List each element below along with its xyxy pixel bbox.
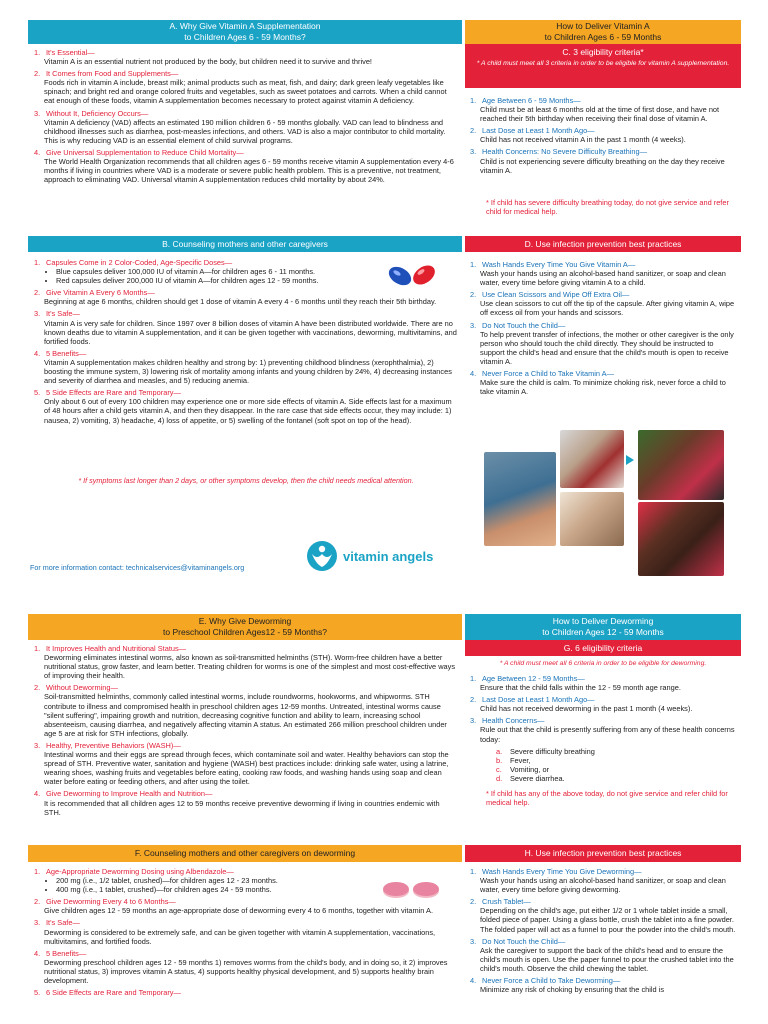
list-item [470, 897, 736, 933]
list-item [34, 109, 458, 145]
item-title [470, 369, 736, 378]
list-item [470, 716, 736, 743]
item-number: 4. [470, 369, 477, 379]
item-title-text: Give Deworming Every 4 to 6 Months— [46, 897, 176, 907]
item-body: Vitamin A deficiency (VAD) affects an estimated 190 million children 6 - 59 months globally. VAD can lead to blindness and childhood illnesses such as diarrhea, post-measles infections, and others. VAD is also a major contributor to child mortality. This is why reducing VAD is an essential element of child survival programs. [44, 117, 446, 145]
item-body: Only about 6 out of every 100 children may experience one or more side effects of vitamin A. Side effects last for a maximum of 48 hours after a child gets vitamin A, and then they disappear. In the rare case that side effects occur, they may include: 1) nausea, 2) vomiting, 3) headache, 4) loss of appetite, or 5) swelling of the fontanel (soft spot on top of the head). [44, 397, 452, 425]
list-item [34, 309, 458, 345]
vitamin-angels-logo-icon [306, 540, 338, 572]
wipe-scissors-photo [560, 492, 624, 546]
item-title-text: Give Universal Supplementation to Reduce Child Mortality— [46, 147, 244, 157]
section-c-header [465, 44, 741, 88]
list-item [470, 976, 736, 994]
list-item [34, 48, 458, 66]
item-title-text: Use Clean Scissors and Wipe Off Extra Oil— [482, 290, 630, 300]
list-item [34, 949, 458, 985]
item-body: Give children ages 12 - 59 months an age-appropriate dose of deworming every 4 to 6 months, together with vitamin A. [44, 906, 434, 916]
section-e-body [34, 644, 458, 820]
item-title-text: Healthy, Preventive Behaviors (WASH)— [46, 740, 181, 750]
section-g-warning: * If child has any of the above today, do not give service and refer child for medical help. [486, 789, 728, 808]
item-title-text: Capsules Come in 2 Color-Coded, Age-Specific Doses— [46, 258, 233, 267]
scissors-capsule-photo [560, 430, 624, 488]
item-number: 4. [34, 789, 41, 799]
section-b-title: B. Counseling mothers and other caregivers [162, 238, 328, 249]
section-g-note [465, 658, 741, 670]
item-body: Foods rich in vitamin A include, breast milk; animal products such as meat, fish, and dairy; dark green leafy vegetables like spinach; and bright red and orange colored fruits and vegetables, such as sweet potatoes and carrots. When a child cannot eat enough of these foods, vitamin A supplementation becomes necessary to protect against vitamin A deficiency. [44, 78, 447, 106]
list-item [470, 126, 736, 144]
item-number: 1. [470, 96, 477, 105]
section-d-header [465, 236, 741, 252]
item-title-text: Never Force a Child to Take Vitamin A— [482, 369, 614, 379]
item-title [470, 260, 736, 269]
item-title [34, 988, 458, 997]
section-e-header [28, 614, 462, 640]
item-body: Deworming is considered to be extremely safe, and can be given together with vitamin A supplementation, vaccinations, multivitamins, and fortified foods. [44, 927, 436, 946]
section-c-note: * A child must meet all 3 criteria in order to be eligible for vitamin A supplementation. [476, 60, 730, 67]
item-title-text: 5 Side Effects are Rare and Temporary— [46, 388, 181, 398]
item-title-text: Give Deworming to Improve Health and Nutrition— [46, 789, 213, 799]
list-item [470, 674, 736, 692]
section-d-body [470, 260, 736, 399]
arrow-icon [626, 455, 634, 465]
symptom-text: Fever, [510, 755, 531, 765]
item-number: 3. [34, 108, 41, 118]
list-item [470, 96, 736, 123]
item-body: Child must be at least 6 months old at the time of first dose, and have not reached their 5th birthday when receiving their final dose of vitamin A. [480, 105, 720, 124]
symptom-letter: b. [496, 755, 503, 765]
item-title [470, 695, 736, 704]
item-number: 4. [470, 976, 477, 986]
section-c-title: C. 3 eligibility criteria* [562, 47, 644, 57]
item-body: Deworming preschool children ages 12 - 59 months 1) removes worms from the child's body, and in doing so, it 2) improves nutritional status, 3) improves vitamin A status, 4) supports healthy physical development, and 5) supports healthy brain development. [44, 957, 448, 986]
item-body: Minimize any risk of choking by ensuring that the child is [480, 985, 665, 995]
item-title [34, 388, 458, 397]
section-a-header [28, 20, 462, 44]
item-title [34, 644, 458, 653]
item-number: 2. [34, 288, 41, 298]
item-number: 3. [34, 918, 41, 928]
item-title-text: Wash Hands Every Time You Give Vitamin A— [482, 260, 636, 269]
item-number: 4. [34, 348, 41, 358]
item-title [470, 674, 736, 683]
vitamin-a-capsules-icon [384, 262, 440, 290]
item-number: 3. [470, 320, 477, 330]
item-title [34, 349, 458, 358]
item-body: Ensure that the child falls within the 12 - 59 month age range. [480, 683, 681, 693]
section-h-header [465, 845, 741, 862]
item-title-text: It's Essential— [46, 48, 95, 57]
item-number: 1. [470, 260, 477, 269]
how-header-line1: How to Deliver Vitamin A [556, 21, 650, 31]
how-deworm-line2: to Children Ages 12 - 59 Months [542, 627, 664, 637]
bullet-item: • 400 mg (i.e., 1 tablet, crushed)—for children ages 24 - 59 months. [56, 885, 458, 894]
vitamin-angels-logo [306, 540, 433, 572]
item-body: Ask the caregiver to support the back of the child's head and to ensure the child's mouth is open. Use the paper funnel to pour the crushed tablet into the child's mouth. Observe the child chewing the tablet. [480, 945, 734, 973]
item-number: 2. [34, 69, 41, 79]
bullet-item: • Blue capsules deliver 100,000 IU of vitamin A—for children ages 6 - 11 months. [56, 267, 458, 276]
section-b-note [34, 476, 458, 485]
section-e-header-line2: to Preschool Children Ages12 - 59 Months? [163, 627, 327, 637]
item-body: The World Health Organization recommends that all children ages 6 - 59 months receive vitamin A supplementation every 4-6 months if living in countries where VAD is a moderate or severe public health problem. This is a preventive, not treatment, approach to eliminating VAD. Universal vitamin A supplementation reduces child mortality by about 24%. [44, 157, 454, 185]
item-title-text: Age Between 6 - 59 Months— [482, 96, 581, 105]
section-h-body [470, 867, 736, 997]
item-number: 1. [34, 867, 41, 876]
section-b-header [28, 236, 462, 252]
symptom-letter: c. [496, 764, 502, 774]
item-body: Vitamin A is very safe for children. Since 1997 over 8 billion doses of vitamin A have been distributed worldwide. There are no known deaths due to vitamin A supplementation, and it can be given together with vaccinations, deworming, multivitamins, and fortified foods. [44, 318, 457, 346]
list-item [470, 867, 736, 894]
symptom-list [470, 747, 736, 783]
hand-sanitizer-photo [484, 452, 556, 546]
item-title-text: Do Not Touch the Child— [482, 320, 566, 330]
section-a-header-line2: to Children Ages 6 - 59 Months? [184, 32, 306, 42]
section-d-title: D. Use infection prevention best practices [524, 238, 682, 249]
item-body: Child is not experiencing severe difficulty breathing on the day they receive vitamin A. [480, 156, 725, 175]
section-h-title: H. Use infection prevention best practices [524, 848, 682, 858]
list-item [470, 290, 736, 317]
contact-line [30, 563, 244, 572]
list-item [470, 321, 736, 366]
item-body: Child has not received vitamin A in the past 1 month (4 weeks). [480, 135, 686, 145]
item-number: 3. [470, 147, 477, 157]
item-number: 1. [34, 644, 41, 653]
item-number: 4. [34, 948, 41, 958]
item-title [34, 949, 458, 958]
item-number: 2. [470, 290, 477, 300]
symptom-text: Severe diarrhea. [510, 773, 565, 783]
section-g-title: G. 6 eligibility criteria [563, 642, 643, 653]
section-a-header-line1: A. Why Give Vitamin A Supplementation [169, 21, 321, 31]
item-title [470, 897, 736, 906]
item-title-text: Never Force a Child to Take Deworming— [482, 976, 621, 986]
item-title [34, 867, 458, 876]
list-item [34, 897, 458, 915]
item-title [470, 867, 736, 876]
item-number: 2. [470, 126, 477, 136]
item-title-text: Crush Tablet— [482, 897, 531, 907]
item-title [470, 96, 736, 105]
item-body: Vitamin A supplementation makes children healthy and strong by: 1) preventing childhood blindness (xerophthalmia), 2) boosting the immune system, 3) lowering risk of mortality among infants and young children by 24%, 4) decreasing instances and severity of diarrhea and measles, and 5) reducing anemia. [44, 357, 452, 386]
item-number: 2. [34, 897, 41, 907]
item-title-text: It's Safe— [46, 918, 80, 928]
item-title-text: Age-Appropriate Deworming Dosing using Albendazole— [46, 867, 234, 876]
item-body: Vitamin A is an essential nutrient not produced by the body, but children need it to survive and thrive! [44, 57, 372, 67]
symptom-letter: d. [496, 773, 503, 783]
list-item [34, 148, 458, 184]
list-item [34, 918, 458, 945]
bullet-item: • 200 mg (i.e., 1/2 tablet, crushed)—for children ages 12 - 23 months. [56, 876, 458, 885]
symptom-item [496, 755, 736, 765]
section-a-body [34, 48, 458, 187]
list-item [470, 260, 736, 287]
item-title-text: It Improves Health and Nutritional Status— [46, 644, 187, 653]
how-deworm-line1: How to Deliver Deworming [552, 616, 654, 626]
item-title [34, 789, 458, 798]
item-number: 3. [470, 936, 477, 946]
item-number: 1. [34, 258, 41, 267]
symptom-item [496, 773, 736, 783]
symptom-item [496, 746, 736, 756]
item-body: Child has not received deworming in the past 1 month (4 weeks). [480, 704, 693, 714]
item-number: 2. [470, 695, 477, 705]
item-title [470, 126, 736, 135]
item-title [470, 976, 736, 985]
child-receiving-drops-photo [638, 502, 724, 576]
item-body: Make sure the child is calm. To minimize choking risk, never force a child to take vitamin A. [480, 378, 726, 397]
item-title-text: Health Concerns— [482, 716, 545, 726]
list-item [34, 288, 458, 306]
albendazole-tablets-icon [380, 878, 444, 900]
item-number: 5. [34, 988, 41, 998]
list-item [34, 388, 458, 424]
item-title [34, 48, 458, 57]
item-title [34, 69, 458, 78]
item-title [470, 937, 736, 946]
section-f-header [28, 845, 462, 862]
item-number: 1. [470, 867, 477, 876]
item-title-text: Last Dose at Least 1 Month Ago— [482, 126, 595, 136]
section-g-body [470, 674, 736, 807]
item-number: 3. [34, 309, 41, 319]
list-item [34, 741, 458, 786]
item-body: Rule out that the child is presently suffering from any of these health concerns today: [480, 725, 735, 744]
list-item [34, 789, 458, 816]
item-title-text: Give Vitamin A Every 6 Months— [46, 288, 155, 298]
section-g-header [465, 640, 741, 656]
item-number: 5. [34, 388, 41, 398]
list-item [470, 937, 736, 973]
item-body: It is recommended that all children ages 12 to 59 months receive preventive deworming if living in countries endemic with STH. [44, 798, 440, 817]
item-body: Depending on the child's age, put either 1/2 or 1 whole tablet inside a small, folded piece of paper. Using a glass bottle, crush the tablet into a fine powder. The folded paper will act as a funnel to pour the powder into the child's mouth. [480, 906, 736, 934]
item-title [470, 321, 736, 330]
item-title-text: Last Dose at Least 1 Month Ago— [482, 695, 595, 705]
section-g-note-text: * A child must meet all 6 criteria in order to be eligible for deworming. [499, 660, 707, 667]
item-number: 3. [34, 740, 41, 750]
item-title-text: 5 Benefits— [46, 948, 87, 958]
item-number: 3. [470, 716, 477, 726]
item-number: 2. [34, 683, 41, 693]
vitamin-angels-logo-text: vitamin angels [343, 548, 434, 564]
item-title-text: Health Concerns: No Severe Difficulty Breathing— [482, 147, 647, 157]
item-title-text: Age Between 12 - 59 Months— [482, 674, 585, 683]
giving-vitamin-a-photo [638, 430, 724, 500]
item-title [34, 918, 458, 927]
how-to-deliver-vitamin-a-header [465, 20, 741, 44]
item-number: 4. [34, 147, 41, 157]
item-title [34, 683, 458, 692]
section-e-header-line1: E. Why Give Deworming [198, 616, 292, 626]
bullet-item: • Red capsules deliver 200,000 IU of vitamin A—for children ages 12 - 59 months. [56, 276, 458, 285]
symptom-text: Vomiting, or [510, 764, 550, 774]
item-body: Beginning at age 6 months, children should get 1 dose of vitamin A every 4 - 6 months until they reach their 5th birthday. [44, 297, 437, 307]
item-number: 1. [470, 674, 477, 683]
section-c-body [470, 96, 736, 178]
item-title [470, 147, 736, 156]
item-title-text: 5 Benefits— [46, 348, 87, 358]
item-body: Use clean scissors to cut off the tip of the capsule. After giving vitamin A, wipe off excess oil from your hands and scissors. [480, 299, 735, 318]
item-body: Soil-transmitted helminths, commonly called intestinal worms, include roundworms, hookworms, and whipworms. STH contribute to illness and compromised health in preschool children ages 12-59 months. Untreated, intestinal worms cause "silent suffering", impairing growth and nutrition, decreasing cognitive function and ability to learn, increasing school absenteeism, causing diarrhea, and negatively affecting vitamin A status. An estimated 266 million preschool children under age 5 are at risk for STH infections, globally. [44, 692, 447, 738]
item-body: Deworming eliminates intestinal worms, also known as soil-transmitted helminths (STH). Worm-free children have a better nutritional status, grow faster, and learn better. Treating children for worms is one of the simplest and most cost-effective ways of improving their health. [44, 653, 456, 681]
section-b-note-text: * If symptoms last longer than 2 days, or other symptoms develop, then the child needs medical attention. [78, 476, 414, 485]
list-item [34, 988, 458, 997]
symptom-text: Severe difficulty breathing [510, 746, 595, 756]
item-body: Wash your hands using an alcohol-based hand sanitizer, or soap and clean water, every time before giving vitamin A to a child. [480, 269, 726, 288]
item-number: 1. [34, 48, 41, 57]
list-item [34, 644, 458, 680]
item-title-text: Do Not Touch the Child— [482, 936, 566, 946]
how-to-deliver-deworming-header [465, 614, 741, 640]
section-c-warning [470, 198, 736, 216]
how-header-line2: to Children Ages 6 - 59 Months [544, 32, 662, 42]
item-title-text: It's Safe— [46, 309, 80, 319]
list-item [470, 147, 736, 174]
item-body: To help prevent transfer of infections, the mother or other caregiver is the only person who should touch the child directly. They should be instructed to support the child's head and ensure that the child's mouth is open to receive vitamin A. [480, 329, 734, 366]
item-number: 2. [470, 897, 477, 907]
item-body: Intestinal worms and their eggs are spread through feces, which contaminate soil and water. Healthy behaviors can stop the spread of STH. Preventive water, sanitation and hygiene (WASH) best practices include: drinking safe water, using a latrine, wearing shoes, washing fruits and vegetables before eating, cooking raw foods, and washing hands using soap and clean water before eating or feeding others, and after using the toilet. [44, 750, 449, 787]
item-title-text: Wash Hands Every Time You Give Deworming— [482, 867, 642, 876]
item-title-text: 6 Side Effects are Rare and Temporary— [46, 988, 181, 998]
list-item [34, 69, 458, 105]
list-item [470, 695, 736, 713]
item-title [34, 309, 458, 318]
item-title-text: It Comes from Food and Supplements— [46, 69, 179, 79]
item-title-text: Without It, Deficiency Occurs— [46, 108, 149, 118]
section-f-title: F. Counseling mothers and other caregivers on deworming [134, 848, 356, 858]
item-title [34, 741, 458, 750]
item-title-text: Without Deworming— [46, 683, 118, 693]
symptom-item [496, 764, 736, 774]
item-title [470, 716, 736, 725]
list-item [470, 369, 736, 396]
item-body: Wash your hands using an alcohol-based hand sanitizer, or soap and clean water, every time before giving deworming. [480, 876, 726, 895]
list-item [34, 683, 458, 738]
list-item [34, 349, 458, 385]
contact-text: For more information contact: technicalservices@vitaminangels.org [30, 563, 245, 572]
item-title [470, 290, 736, 299]
section-c-warning-text: * If child has severe difficulty breathing today, do not give service and refer child for medical help. [486, 198, 729, 217]
item-title [34, 148, 458, 157]
symptom-letter: a. [496, 746, 503, 756]
item-title [34, 109, 458, 118]
